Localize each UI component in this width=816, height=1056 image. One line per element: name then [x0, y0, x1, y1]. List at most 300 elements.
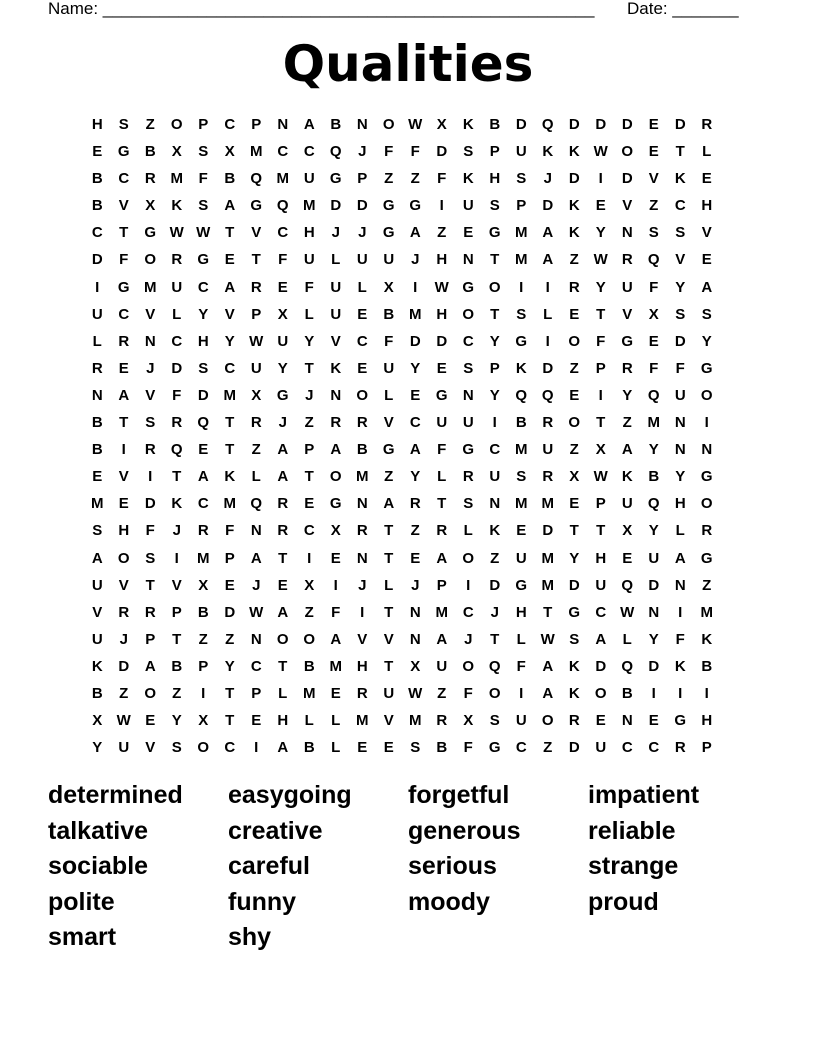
grid-letter: E [224, 251, 235, 269]
grid-letter: K [515, 359, 527, 377]
grid-letter: A [91, 549, 103, 567]
grid-letter: O [594, 684, 607, 702]
grid-letter: Y [701, 332, 712, 350]
grid-letter: S [463, 359, 474, 377]
grid-letter: R [171, 414, 183, 432]
grid-letter: D [621, 116, 633, 133]
grid-letter: U [330, 278, 342, 296]
grid-letter: L [437, 468, 447, 486]
grid-letter: E [330, 684, 341, 702]
grid-letter: P [224, 549, 235, 567]
grid-letter: A [118, 386, 130, 404]
grid-letter: X [251, 386, 262, 404]
grid-letter: T [172, 468, 182, 486]
grid-letter: Y [224, 657, 235, 675]
grid-letter: P [357, 170, 368, 188]
header-line [48, 0, 748, 20]
grid-letter: E [436, 359, 447, 377]
grid-letter: R [542, 468, 554, 486]
grid-letter: X [198, 576, 209, 594]
grid-row [84, 355, 740, 382]
grid-letter: O [382, 116, 395, 133]
grid-letter: N [356, 495, 368, 513]
grid-letter: C [462, 332, 474, 350]
grid-letter: V [622, 197, 633, 215]
grid-row [84, 219, 740, 246]
grid-letter: C [224, 116, 236, 133]
grid-letter: Y [410, 468, 421, 486]
grid-letter: R [250, 414, 262, 432]
grid-row [84, 734, 740, 761]
grid-letter: F [516, 657, 526, 675]
grid-letter: W [620, 603, 635, 621]
grid-letter: F [198, 170, 208, 188]
grid-letter: B [383, 305, 395, 323]
grid-letter: D [118, 657, 130, 675]
grid-letter: R [568, 278, 580, 296]
grid-letter: O [144, 251, 157, 269]
grid-letter: P [595, 359, 606, 377]
grid-letter: U [250, 359, 262, 377]
grid-letter: O [356, 386, 369, 404]
grid-letter: J [119, 630, 128, 648]
grid-letter: Q [250, 170, 263, 188]
grid-letter: B [91, 197, 103, 215]
grid-row [84, 409, 740, 436]
grid-letter: E [410, 386, 421, 404]
grid-letter: C [303, 143, 315, 161]
grid-letter: F [304, 278, 314, 296]
grid-letter: D [674, 332, 686, 350]
grid-letter: S [198, 143, 209, 161]
grid-letter: J [278, 414, 287, 432]
grid-letter: J [305, 386, 314, 404]
grid-letter: L [702, 143, 712, 161]
grid-row [84, 138, 740, 165]
grid-letter: W [593, 251, 608, 269]
grid-letter: B [91, 684, 103, 702]
grid-letter: D [409, 332, 421, 350]
grid-letter: V [118, 576, 129, 594]
grid-letter: O [117, 549, 130, 567]
grid-letter: T [145, 576, 155, 594]
grid-letter: F [384, 143, 394, 161]
grid-letter: J [411, 251, 420, 269]
grid-letter: K [542, 143, 554, 161]
grid-letter: F [463, 739, 473, 757]
grid-letter: S [489, 197, 500, 215]
grid-letter: O [170, 116, 183, 133]
grid-letter: D [621, 170, 633, 188]
grid-letter: L [384, 386, 394, 404]
grid-letter: L [357, 278, 367, 296]
grid-letter: O [488, 278, 501, 296]
grid-letter: K [568, 143, 580, 161]
grid-letter: S [675, 224, 686, 242]
grid-letter: C [356, 332, 368, 350]
grid-letter: A [277, 739, 289, 757]
grid-letter: G [382, 197, 395, 215]
grid-letter: O [276, 630, 289, 648]
grid-letter: E [224, 576, 235, 594]
grid-letter: G [488, 739, 501, 757]
grid-letter: D [674, 116, 686, 133]
grid-letter: D [330, 197, 342, 215]
grid-letter: V [92, 603, 103, 621]
grid-letter: O [621, 143, 634, 161]
grid-letter: E [648, 116, 659, 133]
grid-letter: Y [277, 359, 288, 377]
grid-letter: A [197, 468, 209, 486]
grid-letter: E [569, 386, 580, 404]
grid-letter: C [224, 739, 236, 757]
word-bank-item: funny [228, 887, 297, 916]
grid-letter: T [596, 522, 606, 540]
grid-letter: C [409, 414, 421, 432]
grid-letter: O [144, 684, 157, 702]
word-bank-item: moody [408, 887, 490, 916]
grid-letter: M [223, 386, 236, 404]
grid-letter: J [146, 359, 155, 377]
grid-letter: Q [276, 197, 289, 215]
page-title: Qualities [282, 35, 534, 93]
grid-letter: R [171, 251, 183, 269]
grid-letter: C [250, 657, 262, 675]
grid-letter: N [330, 386, 342, 404]
grid-letter: S [516, 468, 527, 486]
grid-letter: O [462, 549, 475, 567]
grid-letter: U [595, 739, 607, 757]
grid-letter: V [648, 170, 659, 188]
word-bank-item: sociable [48, 852, 149, 881]
grid-letter: G [488, 224, 501, 242]
grid-letter: L [516, 630, 526, 648]
grid-letter: W [249, 603, 264, 621]
grid-letter: I [678, 603, 683, 621]
grid-letter: J [331, 224, 340, 242]
grid-letter: Z [119, 684, 129, 702]
grid-letter: U [515, 712, 527, 730]
grid-letter: B [648, 468, 660, 486]
grid-letter: G [462, 278, 475, 296]
grid-letter: P [251, 305, 262, 323]
grid-letter: K [674, 657, 686, 675]
grid-letter: I [519, 278, 524, 296]
grid-letter: Z [304, 414, 314, 432]
grid-letter: C [621, 739, 633, 757]
grid-letter: R [144, 170, 156, 188]
grid-letter: B [144, 143, 156, 161]
date-field-label: Date: _______ [627, 0, 739, 18]
grid-letter: D [542, 359, 554, 377]
grid-letter: V [171, 576, 182, 594]
grid-letter: G [568, 603, 581, 621]
grid-letter: R [118, 603, 130, 621]
grid-letter: E [701, 170, 712, 188]
grid-letter: U [436, 657, 448, 675]
grid-letter: Y [92, 739, 103, 757]
grid-letter: G [700, 468, 713, 486]
grid-letter: S [198, 197, 209, 215]
grid-letter: S [118, 116, 129, 133]
grid-letter: P [489, 359, 500, 377]
grid-letter: X [330, 522, 341, 540]
grid-letter: Z [437, 224, 447, 242]
grid-letter: E [304, 495, 315, 513]
grid-letter: T [675, 143, 685, 161]
grid-letter: Q [647, 386, 660, 404]
grid-letter: C [595, 603, 607, 621]
grid-letter: T [119, 414, 129, 432]
grid-letter: V [330, 332, 341, 350]
grid-letter: S [516, 305, 527, 323]
grid-letter: T [225, 414, 235, 432]
grid-letter: Y [595, 224, 606, 242]
grid-letter: N [277, 116, 289, 133]
grid-letter: G [329, 495, 342, 513]
grid-letter: U [542, 441, 554, 459]
grid-letter: H [436, 305, 448, 323]
grid-letter: G [117, 278, 130, 296]
grid-letter: E [277, 278, 288, 296]
grid-row [84, 707, 740, 734]
grid-row [84, 490, 740, 517]
grid-letter: H [356, 657, 368, 675]
grid-letter: R [674, 739, 686, 757]
grid-letter: A [383, 495, 395, 513]
grid-letter: Z [622, 414, 632, 432]
grid-letter: G [621, 332, 634, 350]
grid-letter: A [330, 630, 342, 648]
grid-letter: T [304, 468, 314, 486]
grid-row [84, 545, 740, 572]
grid-letter: F [463, 684, 473, 702]
grid-letter: A [595, 630, 607, 648]
grid-letter: U [674, 386, 686, 404]
grid-row [84, 192, 740, 219]
grid-letter: M [250, 143, 263, 161]
grid-letter: D [436, 143, 448, 161]
grid-letter: A [621, 441, 633, 459]
grid-letter: U [91, 630, 103, 648]
grid-letter: F [649, 359, 659, 377]
word-bank-item: careful [228, 852, 310, 881]
grid-letter: B [621, 684, 633, 702]
grid-letter: K [91, 657, 103, 675]
grid-letter: M [515, 441, 528, 459]
grid-letter: M [356, 468, 369, 486]
grid-letter: K [568, 684, 580, 702]
grid-letter: C [171, 332, 183, 350]
grid-letter: I [598, 386, 603, 404]
grid-letter: Q [541, 386, 554, 404]
grid-letter: T [278, 657, 288, 675]
grid-letter: B [91, 414, 103, 432]
grid-letter: K [462, 170, 474, 188]
grid-letter: X [383, 278, 394, 296]
grid-letter: U [330, 305, 342, 323]
grid-letter: I [121, 441, 126, 459]
grid-letter: C [118, 170, 130, 188]
grid-letter: U [118, 739, 130, 757]
grid-letter: E [622, 549, 633, 567]
grid-letter: H [197, 332, 209, 350]
grid-letter: K [462, 116, 474, 133]
grid-letter: O [541, 712, 554, 730]
grid-letter: C [303, 522, 315, 540]
grid-letter: L [331, 251, 341, 269]
grid-letter: S [489, 712, 500, 730]
grid-letter: P [489, 143, 500, 161]
grid-letter: E [595, 197, 606, 215]
grid-letter: I [545, 332, 550, 350]
grid-letter: T [569, 522, 579, 540]
grid-letter: C [197, 278, 209, 296]
grid-letter: G [515, 576, 528, 594]
grid-letter: I [439, 197, 444, 215]
grid-letter: X [622, 522, 633, 540]
grid-row [84, 626, 740, 653]
grid-letter: W [196, 224, 211, 242]
grid-letter: F [172, 386, 182, 404]
grid-letter: G [515, 332, 528, 350]
grid-letter: M [303, 684, 316, 702]
grid-letter: G [435, 386, 448, 404]
grid-letter: D [595, 116, 607, 133]
grid-letter: G [700, 549, 713, 567]
grid-letter: Z [198, 630, 208, 648]
grid-letter: Q [250, 495, 263, 513]
grid-letter: R [91, 359, 103, 377]
grid-letter: L [331, 739, 341, 757]
grid-letter: N [674, 576, 686, 594]
grid-letter: T [278, 549, 288, 567]
grid-letter: R [409, 495, 421, 513]
grid-letter: T [437, 495, 447, 513]
grid-letter: V [145, 305, 156, 323]
grid-letter: V [145, 739, 156, 757]
grid-letter: A [542, 224, 554, 242]
grid-letter: C [277, 143, 289, 161]
grid-letter: B [171, 657, 183, 675]
grid-letter: O [329, 468, 342, 486]
grid-letter: N [409, 630, 421, 648]
grid-letter: A [542, 684, 554, 702]
grid-letter: E [463, 224, 474, 242]
grid-letter: Z [410, 522, 420, 540]
grid-letter: M [170, 170, 183, 188]
grid-letter: A [330, 441, 342, 459]
grid-letter: G [144, 224, 157, 242]
grid-letter: P [251, 684, 262, 702]
grid-letter: N [648, 603, 660, 621]
grid-letter: E [118, 359, 129, 377]
grid-letter: I [704, 414, 709, 432]
grid-letter: T [384, 522, 394, 540]
grid-letter: H [277, 712, 289, 730]
grid-letter: E [118, 495, 129, 513]
grid-letter: I [360, 603, 365, 621]
grid-row [84, 436, 740, 463]
grid-letter: A [542, 251, 554, 269]
grid-letter: R [277, 522, 289, 540]
grid-letter: R [118, 332, 130, 350]
grid-letter: G [250, 197, 263, 215]
grid-letter: I [545, 278, 550, 296]
grid-letter: Y [171, 712, 182, 730]
grid-letter: S [463, 495, 474, 513]
grid-letter: W [169, 224, 184, 242]
grid-letter: X [304, 576, 315, 594]
grid-row [84, 572, 740, 599]
grid-letter: M [541, 576, 554, 594]
grid-letter: X [171, 143, 182, 161]
grid-letter: Z [304, 603, 314, 621]
grid-letter: T [225, 224, 235, 242]
grid-letter: Q [170, 441, 183, 459]
grid-row [84, 463, 740, 490]
grid-letter: D [595, 657, 607, 675]
grid-letter: L [384, 576, 394, 594]
grid-letter: M [409, 712, 422, 730]
grid-letter: N [462, 251, 474, 269]
grid-letter: P [251, 116, 262, 133]
grid-letter: D [171, 359, 183, 377]
grid-letter: C [197, 495, 209, 513]
word-bank-item: shy [228, 923, 272, 952]
grid-letter: X [198, 712, 209, 730]
grid-letter: V [251, 224, 262, 242]
grid-letter: K [489, 522, 501, 540]
grid-letter: C [648, 739, 660, 757]
grid-letter: V [383, 712, 394, 730]
word-bank-item: reliable [588, 816, 676, 845]
grid-letter: V [145, 386, 156, 404]
grid-letter: I [519, 684, 524, 702]
grid-row [84, 599, 740, 626]
grid-letter: Z [490, 549, 500, 567]
grid-letter: I [678, 684, 683, 702]
grid-letter: I [466, 576, 471, 594]
grid-letter: D [542, 522, 554, 540]
grid-letter: L [331, 712, 341, 730]
grid-letter: E [516, 522, 527, 540]
grid-letter: C [91, 224, 103, 242]
grid-letter: F [675, 630, 685, 648]
grid-letter: O [197, 739, 210, 757]
word-bank-item: forgetful [408, 781, 510, 809]
grid-letter: R [356, 414, 368, 432]
grid-letter: J [464, 630, 473, 648]
grid-letter: Y [304, 332, 315, 350]
grid-row [84, 517, 740, 544]
grid-letter: O [700, 495, 713, 513]
grid-letter: L [172, 305, 182, 323]
grid-letter: U [356, 251, 368, 269]
grid-letter: D [568, 170, 580, 188]
grid-letter: C [277, 224, 289, 242]
grid-letter: A [542, 657, 554, 675]
grid-letter: W [540, 630, 555, 648]
grid-letter: Z [702, 576, 712, 594]
grid-letter: N [356, 549, 368, 567]
grid-letter: X [463, 712, 474, 730]
grid-letter: R [197, 522, 209, 540]
grid-letter: G [276, 386, 289, 404]
grid-letter: T [384, 603, 394, 621]
grid-letter: O [700, 386, 713, 404]
grid-letter: U [91, 305, 103, 323]
